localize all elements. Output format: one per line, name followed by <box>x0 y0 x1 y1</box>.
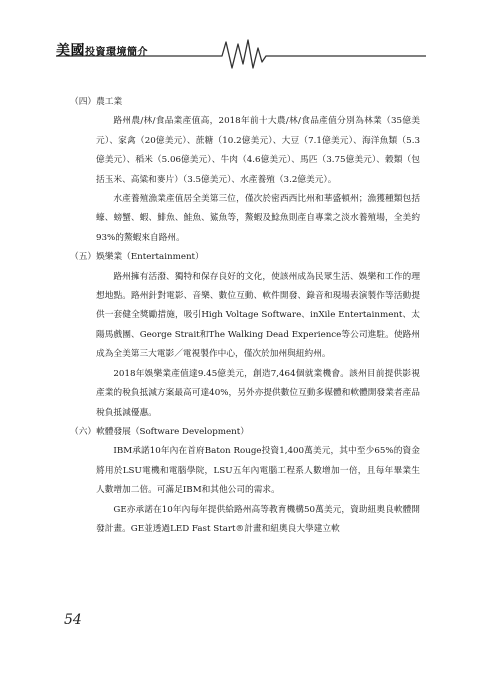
paragraph: 路州擁有活潑、獨特和保存良好的文化，使該州成為民眾生活、娛樂和工作的理想地點。路州針對電影、音樂、數位互動、軟件開發、錄音和現場表演製作等活動提供一套健全獎勵措施，吸引High Voltage Software、inXile Entertainment、太陽馬戲團、George Strait和The Walking Dead Experience等公司進駐。使路州成為全美第三大電影／電視製作中心，僅次於加州與紐約州。 <box>96 271 420 360</box>
page-content <box>70 93 420 539</box>
paragraph: 2018年娛樂業產值達9.45億美元，創造7,464個就業機會。該州目前提供影視產業的稅負抵減方案最高可達40%，另外亦提供數位互動多媒體和軟體開發業者產品稅負抵減優惠。 <box>96 368 420 418</box>
page-number: 54 <box>64 612 82 628</box>
page-header <box>56 34 426 74</box>
section-title-software: （六）軟體發展（Software Development） <box>70 426 249 437</box>
paragraph: GE亦承諾在10年內每年提供給路州高等教育機構50萬美元，資助紐奧良軟體開發計畫。GE並透過LED Fast Start®計畫和紐奧良大學建立軟 <box>96 504 420 534</box>
section-title-agriculture: （四）農工業 <box>70 97 123 107</box>
header-title-main: 美國 <box>56 43 85 59</box>
paragraph: 路州農/林/食品業產值高，2018年前十大農/林/食品產值分別為林業（35億美元）、家禽（20億美元）、蔗糖（10.2億美元）、大豆（7.1億美元）、海洋魚類（5.3億美元）、稻米（5.06億美元）、牛肉（4.6億美元）、馬匹（3.75億美元）、穀類（包括玉米、高粱和麥片）（3.5億美元）、水產養殖（3.2億美元）。 <box>96 116 420 185</box>
paragraph: 水產養殖漁業產值居全美第三位，僅次於密西西比州和華盛頓州；漁獲種類包括蠔、螃蟹、蝦、鯡魚、鮭魚、鯊魚等，鰲蝦及鯰魚則產自專業之淡水養殖場，全美約93%的鰲蝦來自路州。 <box>96 194 420 243</box>
header-title-sub: 投資環境簡介 <box>85 47 148 58</box>
paragraph: IBM承諾10年內在首府Baton Rouge投資1,400萬美元，其中至少65%的資金將用於LSU電機和電腦學院，LSU五年內電腦工程系人數增加一倍，且每年畢業生人數增加二倍。可滿足IBM和其他公司的需求。 <box>96 446 420 496</box>
section-title-entertainment: （五）娛樂業（Entertainment） <box>70 252 204 263</box>
header-title <box>56 40 148 60</box>
